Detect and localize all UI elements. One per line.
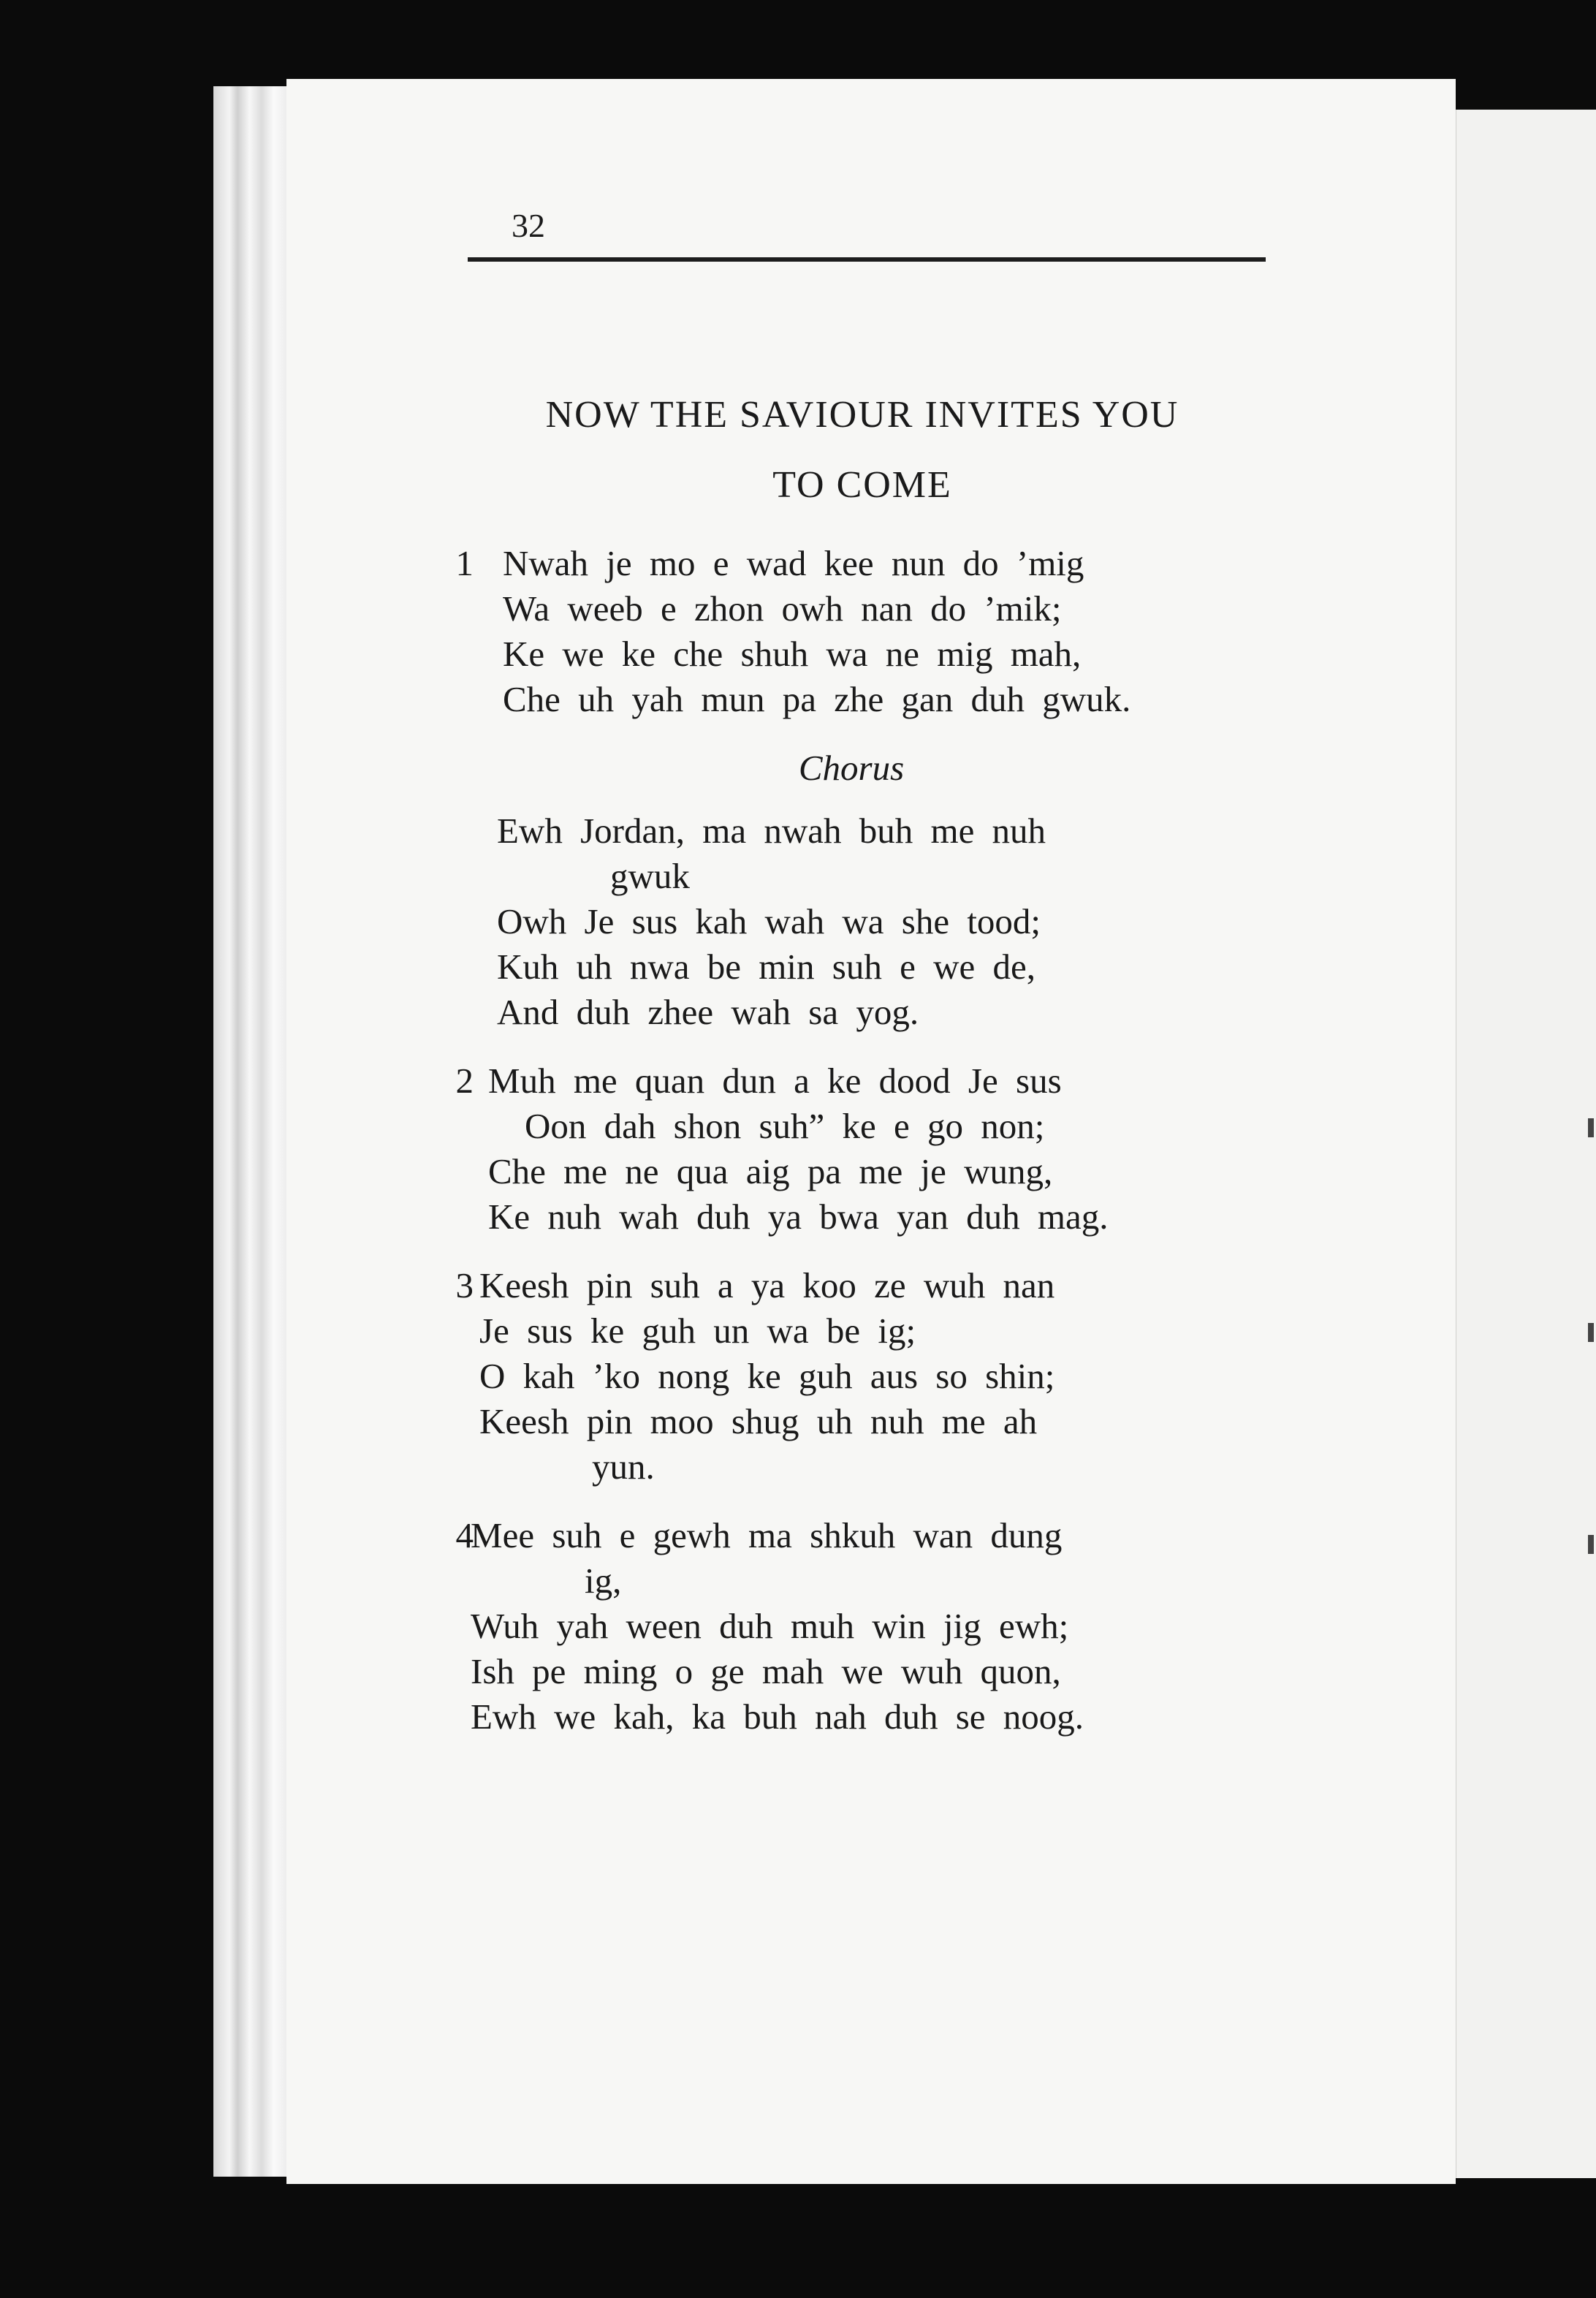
- lyric-line: Che me ne qua aig pa me je wung,: [488, 1151, 1053, 1191]
- stacked-page-edges: [213, 86, 294, 2177]
- lyric-line: Je sus ke guh un wa be ig;: [479, 1311, 916, 1351]
- lyric-line: Ish pe ming o ge mah we wuh quon,: [471, 1651, 1061, 1691]
- header-rule: [468, 257, 1266, 262]
- lyric-line: Owh Je sus kah wah wa she tood;: [497, 901, 1041, 941]
- stanza-number: 3: [455, 1265, 474, 1305]
- stanza-3: [438, 1263, 1286, 1490]
- lyric-line: Wuh yah ween duh muh win jig ewh;: [471, 1606, 1069, 1646]
- stanza-1: [438, 541, 1286, 722]
- hymn-title-line: NOW THE SAVIOUR INVITES YOU: [545, 394, 1179, 436]
- lyric-line: Keesh pin suh a ya koo ze wuh nan: [479, 1265, 1055, 1305]
- lyric-line: And duh zhee wah sa yog.: [497, 992, 919, 1032]
- stanza-number: 2: [455, 1061, 474, 1101]
- lyric-line-continuation: ig,: [585, 1561, 622, 1601]
- cropped-glyph: [1588, 1535, 1594, 1554]
- lyric-line: Kuh uh nwa be min suh e we de,: [497, 947, 1036, 987]
- lyric-line: Oon dah shon suh” ke e go non;: [525, 1106, 1045, 1146]
- lyric-line: Che uh yah mun pa zhe gan duh gwuk.: [503, 679, 1131, 719]
- cropped-glyph: [1588, 1118, 1594, 1137]
- lyric-line: Ke nuh wah duh ya bwa yan duh mag.: [488, 1197, 1109, 1237]
- lyric-line: Mee suh e gewh ma shkuh wan dung: [471, 1515, 1063, 1555]
- chorus-label: Chorus: [798, 748, 905, 788]
- cropped-glyph: [1588, 1323, 1594, 1342]
- lyric-line: O kah ’ko nong ke guh aus so shin;: [479, 1356, 1055, 1396]
- adjacent-page-edge: [1454, 110, 1596, 2178]
- hymn-lyrics: [438, 541, 1286, 1763]
- lyric-line: Ke we ke che shuh wa ne mig mah,: [503, 634, 1082, 674]
- stanza-4: [438, 1513, 1286, 1740]
- page-number: 32: [512, 207, 545, 244]
- lyric-line: Keesh pin moo shug uh nuh me ah: [479, 1401, 1038, 1441]
- hymn-title-line: TO COME: [772, 464, 952, 506]
- lyric-line-continuation: gwuk: [610, 856, 690, 896]
- lyric-line: Wa weeb e zhon owh nan do ’mik;: [503, 588, 1062, 629]
- lyric-line: Ewh Jordan, ma nwah buh me nuh: [497, 811, 1046, 851]
- lyric-line-continuation: yun.: [592, 1446, 655, 1487]
- stanza-2: [438, 1058, 1286, 1240]
- lyric-line: Ewh we kah, ka buh nah duh se noog.: [471, 1696, 1084, 1737]
- chorus: [438, 808, 1286, 1035]
- lyric-line: Muh me quan dun a ke dood Je sus: [488, 1061, 1062, 1101]
- stanza-number: 1: [455, 543, 474, 583]
- stanza-number: 4: [455, 1515, 474, 1555]
- hymn-title: [438, 380, 1286, 520]
- lyric-line: Nwah je mo e wad kee nun do ’mig: [503, 543, 1084, 583]
